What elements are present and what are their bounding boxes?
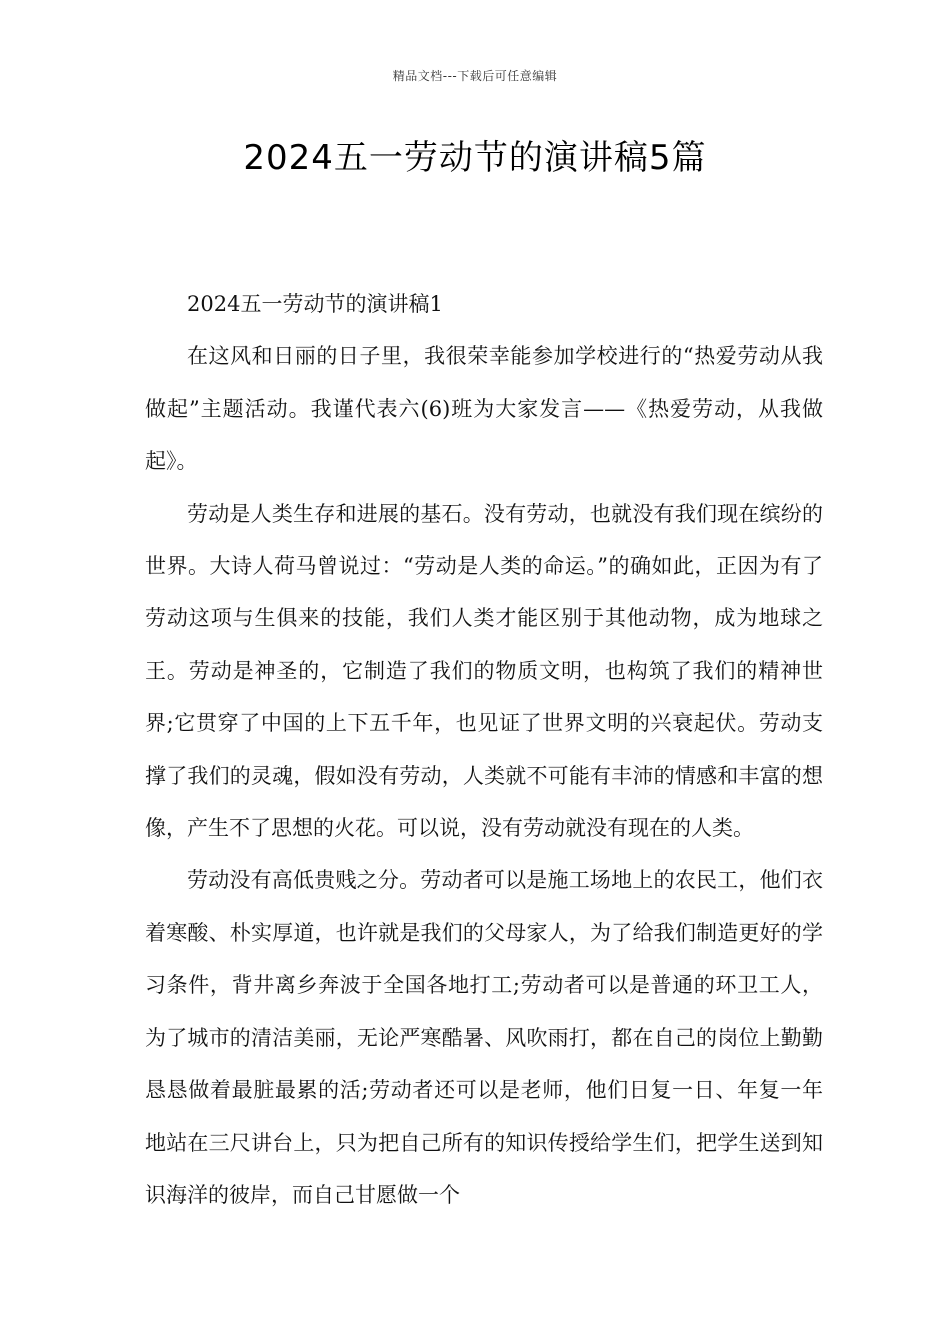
- paragraph-1: 在这风和日丽的日子里，我很荣幸能参加学校进行的“热爱劳动从我做起”主题活动。我谨代表六(6)班为大家发言——《热爱劳动，从我做起》。: [145, 344, 823, 474]
- section-heading: 2024五一劳动节的演讲稿1: [187, 292, 443, 316]
- paragraph-2: 劳动是人类生存和进展的基石。没有劳动，也就没有我们现在缤纷的世界。大诗人荷马曾说过：“劳动是人类的命运。”的确如此，正因为有了劳动这项与生俱来的技能，我们人类才能区别于其他动物，成为地球之王。劳动是神圣的，它制造了我们的物质文明，也构筑了我们的精神世界;它贯穿了中国的上下五千年，也见证了世界文明的兴衰起伏。劳动支撑了我们的灵魂，假如没有劳动，人类就不可能有丰沛的情感和丰富的想像，产生不了思想的火花。可以说，没有劳动就没有现在的人类。: [145, 501, 823, 841]
- document-title: 2024五一劳动节的演讲稿5篇: [243, 138, 707, 178]
- document-body: [145, 278, 823, 1221]
- paragraph-3: 劳动没有高低贵贱之分。劳动者可以是施工场地上的农民工，他们衣着寒酸、朴实厚道，也许就是我们的父母家人，为了给我们制造更好的学习条件，背井离乡奔波于全国各地打工;劳动者可以是普通的环卫工人，为了城市的清洁美丽，无论严寒酷暑、风吹雨打，都在自己的岗位上勤勤恳恳做着最脏最累的活;劳动者还可以是老师，他们日复一日、年复一年地站在三尺讲台上，只为把自己所有的知识传授给学生们，把学生送到知识海洋的彼岸，而自己甘愿做一个: [145, 868, 823, 1207]
- header-note: 精品文档---下载后可任意编辑: [392, 69, 558, 83]
